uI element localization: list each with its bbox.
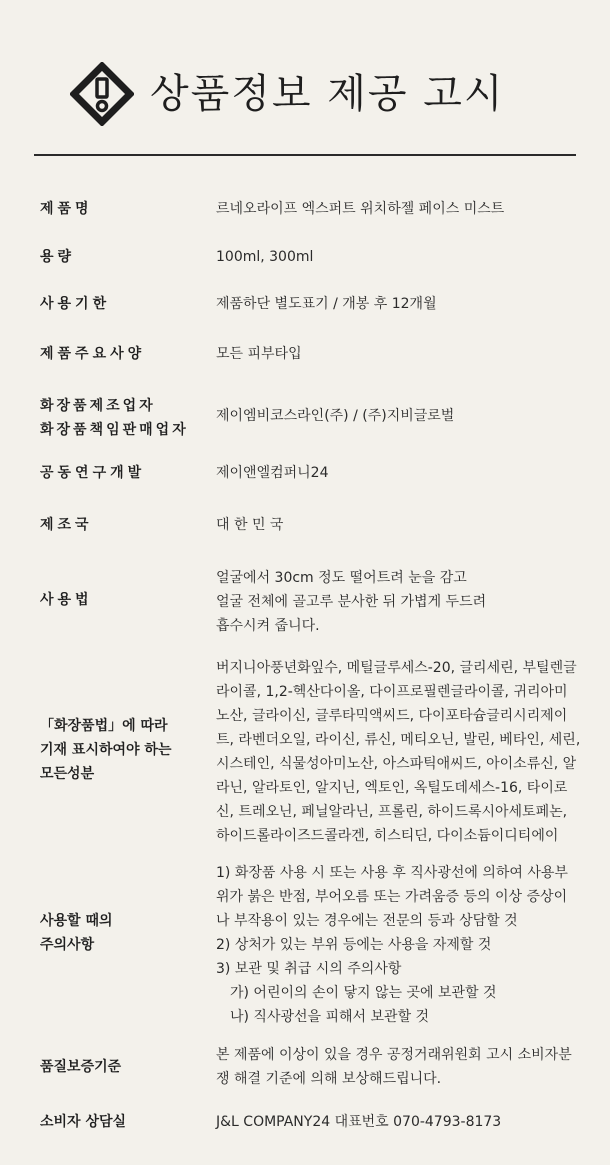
row-value-line: 제이엠비코스라인(주) / (주)지비글로벌 [216,408,455,424]
row-value-line: 신, 트레오닌, 페닐알라닌, 프롤린, 하이드록시아세토페논, [216,804,568,820]
row-label [40,1055,121,1079]
row-label-line: 품질보증기준 [40,1059,122,1075]
row-label-line: 제품주요사양 [40,346,146,362]
row-label-line: 사용법 [40,592,93,608]
row-value-line: 모든 피부타입 [216,346,302,362]
row-label-line: 주의사항 [40,937,95,953]
row-value-line: 하이드롤라이즈드콜라겐, 히스티딘, 다이소듐이디티에이 [216,828,559,844]
row-value-line: 얼굴에서 30cm 정도 떨어트려 눈을 감고 [216,570,467,586]
row-label-line: 제조국 [40,517,93,533]
row-value [216,861,576,1029]
row-label-line: 화장품제조업자 [40,398,156,414]
row-value-line: 얼굴 전체에 골고루 분사한 뒤 가볍게 두드려 [216,594,487,610]
row-value-line: J&L COMPANY24 대표번호 070-4793-8173 [216,1114,502,1130]
row-value-line: 쟁 해결 기준에 의해 보상해드립니다. [216,1071,442,1087]
warning-diamond-icon [70,62,134,126]
row-value-line: 라닌, 알라토인, 알지닌, 엑토인, 옥틸도데세스-16, 타이로 [216,780,568,796]
row-label [40,909,113,957]
row-value [216,292,576,316]
row-label-line: 공동연구개발 [40,465,146,481]
row-value-line: 제품하단 별도표기 / 개봉 후 12개월 [216,296,437,312]
row-label-line: 화장품책임판매업자 [40,422,189,438]
row-label-line: 소비자 상담실 [40,1114,127,1130]
row-value-line: 제이앤엘컴퍼니24 [216,465,329,481]
row-value-line: 르네오라이프 엑스퍼트 위치하젤 페이스 미스트 [216,201,505,217]
row-value [216,566,576,638]
row-label [40,588,93,612]
row-value-line: 본 제품에 이상이 있을 경우 공정거래위원회 고시 소비자분 [216,1047,572,1063]
row-label-line: 제품명 [40,201,93,217]
row-value [216,1110,576,1134]
row-value-line: 가) 어린이의 손이 닿지 않는 곳에 보관할 것 [230,985,497,1001]
row-label [40,461,145,485]
row-label [40,394,189,442]
row-label [40,245,75,269]
row-label [40,197,93,221]
row-value-line: 2) 상처가 있는 부위 등에는 사용을 자제할 것 [216,937,492,953]
page-title: 상품정보 제공 고시 [150,71,505,117]
row-value-line: 노산, 글라이신, 글루타믹액씨드, 다이포타슘글리시리제이 [216,708,568,724]
row-value [216,342,576,366]
row-value-line: 나 부작용이 있는 경우에는 전문의 등과 상담할 것 [216,913,518,929]
row-value [216,1043,576,1091]
row-label-line: 사용기한 [40,296,111,312]
row-value [216,513,576,537]
row-value-line: 3) 보관 및 취급 시의 주의사항 [216,961,402,977]
row-label [40,513,93,537]
row-value [216,197,576,221]
row-value [216,656,581,848]
row-value [216,404,576,428]
row-value-line: 대 한 민 국 [216,517,284,533]
row-label-line: 기재 표시하여야 하는 [40,742,172,758]
row-label-line: 모든성분 [40,766,95,782]
row-value [216,245,576,269]
row-value-line: 시스테인, 식물성아미노산, 아스파틱애씨드, 아이소류신, 알 [216,756,577,772]
row-value-line: 100ml, 300ml [216,249,314,265]
row-label [40,1110,126,1134]
row-value-line: 위가 붉은 반점, 부어오름 또는 가려움증 등의 이상 증상이 [216,889,568,905]
row-value-line: 흡수시켜 줍니다. [216,618,320,634]
row-value-line: 트, 라벤더오일, 라이신, 류신, 메티오닌, 발린, 베타인, 세린, [216,732,581,748]
row-label [40,342,145,366]
row-label [40,292,110,316]
row-label-line: 사용할 때의 [40,913,113,929]
row-label-line: 「화장품법」에 따라 [40,718,168,734]
row-value-line: 버지니아풍년화잎수, 메틸글루세스-20, 글리세린, 부틸렌글 [216,660,577,676]
row-label-line: 용량 [40,249,76,265]
row-value-line: 나) 직사광선을 피해서 보관할 것 [230,1009,430,1025]
header-divider [34,154,576,156]
row-value-line: 1) 화장품 사용 시 또는 사용 후 직사광선에 의하여 사용부 [216,865,568,881]
row-value [216,461,576,485]
row-value-line: 라이콜, 1,2-헥산다이올, 다이프로필렌글라이콜, 귀리아미 [216,684,568,700]
row-label [40,714,171,786]
header [0,0,610,150]
